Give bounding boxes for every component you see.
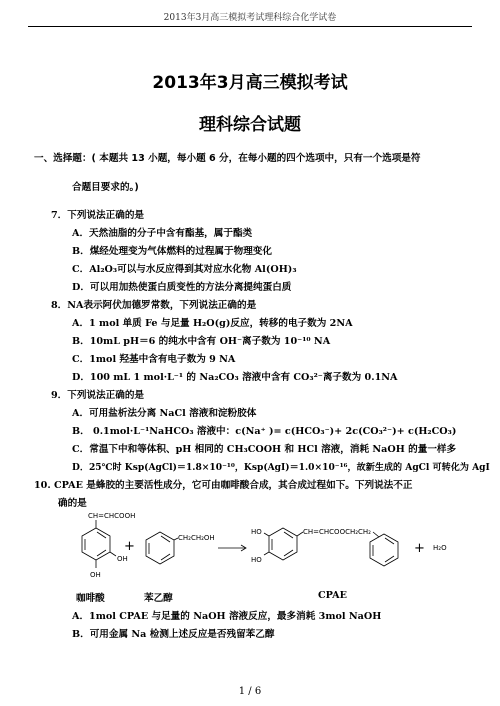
phenethyl-alcohol-ring: [146, 532, 174, 564]
page-subtitle: 理科综合试题: [199, 115, 301, 135]
cpae-ho-1: HO: [251, 528, 262, 536]
q9-option-b: B． 0.1mol·L⁻¹NaHCO₃ 溶液中：c(Na⁺ )= c(HCO₃⁻)+ 2c(CO₃²⁻)+ c(H₂CO₃): [72, 426, 457, 437]
page-number: 1 / 6: [238, 686, 262, 697]
cpae-ring: [269, 528, 297, 560]
q8-option-d: D．100 mL 1 mol·L⁻¹ 的 Na₂CO₃ 溶液中含有 CO₃²⁻离子数为 0.1NA: [72, 372, 398, 383]
q10-option-a: A．1mol CPAE 与足量的 NaOH 溶液反应，最多消耗 3mol NaOH: [72, 611, 382, 622]
caption-phenethyl-alcohol: 苯乙醇: [144, 593, 173, 604]
water-product: H₂O: [433, 544, 447, 552]
q9-option-c: C．常温下中和等体积、pH 相同的 CH₃COOH 和 HCl 溶液，消耗 NaOH 的量一样多: [72, 444, 457, 455]
question-7-stem: 7．下列说法正确的是: [51, 210, 145, 221]
caffeic-acid-oh-1: OH: [117, 555, 128, 563]
q8-option-c: C．1mol 羟基中含有电子数为 9 NA: [72, 354, 236, 365]
caption-caffeic-acid: 咖啡酸: [76, 593, 105, 604]
page-title: 2013年3月高三模拟考试: [152, 73, 348, 93]
cpae-ho-2: HO: [251, 556, 262, 564]
caffeic-acid-oh-2: OH: [90, 571, 101, 579]
q10-option-b: B．可用金属 Na 检测上述反应是否残留苯乙醇: [72, 629, 275, 640]
question-9-stem: 9．下列说法正确的是: [51, 390, 145, 401]
cpae-ring-2: [370, 534, 398, 566]
q9-option-a: A．可用盐析法分离 NaCl 溶液和淀粉胶体: [72, 408, 257, 419]
q8-option-b: B．10mL pH＝6 的纯水中含有 OH⁻离子数为 10⁻¹⁰ NA: [72, 336, 331, 347]
section-heading-cont: 合题目要求的。): [72, 182, 139, 193]
plus-sign-2: +: [414, 541, 425, 556]
q7-option-d: D．可以用加热使蛋白质变性的方法分离提纯蛋白质: [72, 282, 292, 293]
q8-option-a: A．1 mol 单质 Fe 与足量 H₂O(g)反应，转移的电子数为 2NA: [72, 318, 353, 329]
q7-option-b: B．煤经处理变为气体燃料的过程属于物理变化: [72, 246, 272, 257]
question-10-stem-cont: 确的是: [58, 498, 87, 509]
header-divider: [28, 26, 472, 27]
q7-option-c: C．Al₂O₃可以与水反应得到其对应水化物 Al(OH)₃: [72, 264, 297, 275]
caffeic-acid-ring: [82, 528, 110, 560]
q7-option-a: A．天然油脂的分子中含有酯基，属于酯类: [72, 228, 253, 239]
q9-option-d: D．25℃时 Ksp(AgCl)＝1.8×10⁻¹⁰，Ksp(AgI)＝1.0×10⁻¹⁶，故新生成的 AgCl 可转化为 AgI: [72, 462, 490, 473]
caffeic-acid-chain: CH=CHCOOH: [88, 512, 136, 520]
cpae-synthesis-diagram: [0, 510, 500, 588]
phenethyl-alcohol-chain: CH₂CH₂OH: [178, 534, 215, 542]
plus-sign-1: +: [124, 539, 135, 554]
section-heading: 一、选择题：( 本题共 13 小题，每小题 6 分，在每小题的四个选项中，只有一个选项是符: [34, 153, 421, 164]
caption-cpae: CPAE: [318, 590, 347, 601]
question-8-stem: 8．NA表示阿伏加德罗常数，下列说法正确的是: [51, 300, 257, 311]
cpae-chain: CH=CHCOOCH₂CH₂: [303, 528, 371, 536]
page-header: 2013年3月高三模拟考试理科综合化学试卷: [163, 13, 337, 23]
question-10-stem: 10. CPAE 是蜂胶的主要活性成分，它可由咖啡酸合成，其合成过程如下。下列说法不正: [34, 480, 413, 491]
